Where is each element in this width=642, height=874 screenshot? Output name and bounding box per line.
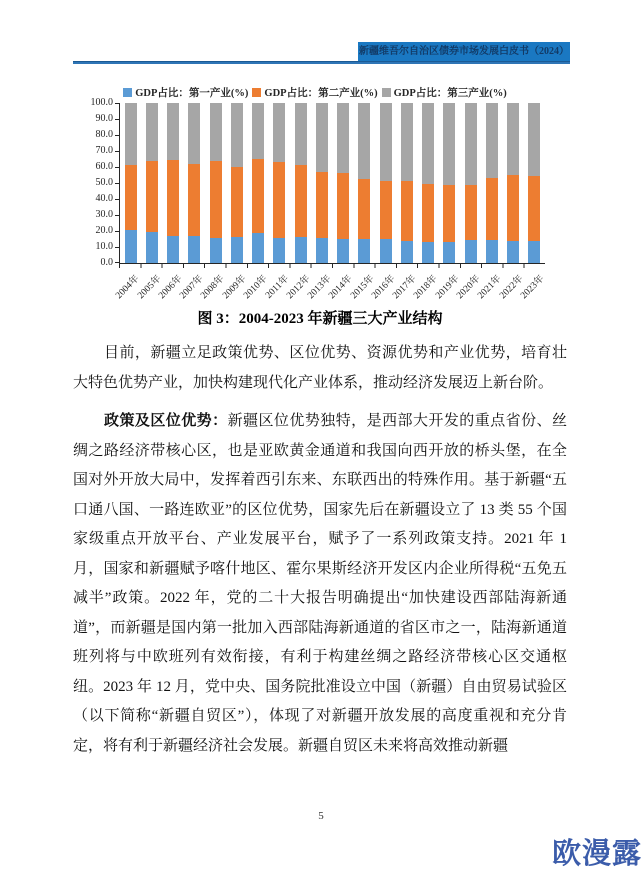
bar-2023年 <box>524 103 545 263</box>
bar-segment <box>167 160 179 236</box>
bar-segment <box>188 236 200 263</box>
chart-plot-area <box>90 97 545 268</box>
bar-segment <box>401 103 413 181</box>
bar-stack <box>188 103 200 263</box>
bar-segment <box>167 236 179 263</box>
bar-segment <box>316 238 328 263</box>
bar-segment <box>231 167 243 237</box>
x-axis-label-text: 2019年 <box>433 273 462 302</box>
x-axis-label-text: 2023年 <box>519 273 547 302</box>
bar-segment <box>401 181 413 241</box>
bar-segment <box>146 232 158 263</box>
x-axis-label-text: 2014年 <box>327 273 355 302</box>
x-axis-label-text: 2018年 <box>412 273 440 302</box>
bar-stack <box>401 103 413 263</box>
bar-stack <box>231 103 243 263</box>
y-axis-label: 50.0 <box>95 177 113 188</box>
chart-legend <box>85 84 545 100</box>
bar-segment <box>422 242 434 263</box>
bar-2009年 <box>226 103 247 263</box>
bar-2013年 <box>311 103 332 263</box>
paragraph-intro: 目前，新疆立足政策优势、区位优势、资源优势和产业优势，培育壮大特色优势产业，加快构建现代化产业体系，推动经济发展迈上新台阶。 <box>73 345 567 391</box>
bar-segment <box>443 242 455 263</box>
y-axis-tick <box>115 167 120 168</box>
bar-segment <box>358 103 370 179</box>
bar-2018年 <box>418 103 439 263</box>
bar-segment <box>125 103 137 165</box>
bar-stack <box>443 103 455 263</box>
bar-stack <box>125 103 137 263</box>
bar-segment <box>486 240 498 263</box>
bar-segment <box>358 179 370 239</box>
bar-2022年 <box>503 103 524 263</box>
legend-label: GDP占比：第一产业(%) <box>135 87 249 99</box>
bar-segment <box>528 241 540 263</box>
header-banner-title: 新疆维吾尔自治区债券市场发展白皮书（2024） <box>358 42 570 62</box>
bar-stack <box>358 103 370 263</box>
bar-segment <box>252 159 264 233</box>
bar-2010年 <box>248 103 269 263</box>
y-axis-tick <box>115 231 120 232</box>
bar-stack <box>337 103 349 263</box>
x-axis-label-text: 2009年 <box>220 273 249 302</box>
x-axis-label-text: 2020年 <box>455 273 483 302</box>
bar-segment <box>188 103 200 164</box>
watermark: 欧漫露 <box>551 838 642 870</box>
x-axis-label-text: 2008年 <box>199 273 227 302</box>
bar-segment <box>358 239 370 263</box>
bar-2008年 <box>205 103 226 263</box>
bar-segment <box>273 103 285 162</box>
bar-segment <box>295 237 307 263</box>
bar-segment <box>252 103 264 159</box>
bar-segment <box>316 172 328 238</box>
bar-segment <box>188 164 200 236</box>
bar-stack <box>273 103 285 263</box>
bar-segment <box>273 162 285 238</box>
bar-2014年 <box>333 103 354 263</box>
bar-stack <box>486 103 498 263</box>
y-axis-label: 70.0 <box>95 145 113 156</box>
bar-segment <box>125 165 137 230</box>
bar-segment <box>380 181 392 239</box>
bar-segment <box>422 184 434 242</box>
bar-stack <box>295 103 307 263</box>
x-axis-label-text: 2012年 <box>284 273 313 302</box>
page-number: 5 <box>318 810 324 822</box>
bar-stack <box>465 103 477 263</box>
y-axis-label: 20.0 <box>95 225 113 236</box>
x-axis-label-text: 2010年 <box>242 273 270 302</box>
bar-segment <box>486 103 498 178</box>
bar-segment <box>528 176 540 241</box>
bar-2007年 <box>184 103 205 263</box>
bar-stack <box>210 103 222 263</box>
bar-segment <box>380 239 392 263</box>
y-axis-tick <box>115 183 120 184</box>
y-axis-label: 80.0 <box>95 129 113 140</box>
bar-2005年 <box>141 103 162 263</box>
bar-stack <box>507 103 519 263</box>
bar-segment <box>125 230 137 263</box>
y-axis-tick <box>115 119 120 120</box>
y-axis-tick <box>115 262 120 263</box>
bar-segment <box>443 185 455 242</box>
x-axis-label-text: 2013年 <box>306 273 334 302</box>
y-axis-label: 60.0 <box>95 161 113 172</box>
paragraph-policy-advantage <box>73 407 567 761</box>
bar-segment <box>465 240 477 263</box>
x-axis-label-text: 2017年 <box>391 273 419 302</box>
bar-segment <box>146 103 158 161</box>
y-axis-tick <box>115 247 120 248</box>
y-axis-tick <box>115 151 120 152</box>
bar-segment <box>465 185 477 240</box>
bar-segment <box>337 103 349 173</box>
bar-segment <box>210 238 222 263</box>
x-axis-label-text: 2015年 <box>348 273 376 302</box>
bar-2021年 <box>481 103 502 263</box>
legend-label: GDP占比：第二产业(%) <box>264 87 378 99</box>
bar-segment <box>422 103 434 184</box>
x-axis-label-text: 2004年 <box>114 273 142 302</box>
x-axis-label-text: 2006年 <box>157 273 185 302</box>
x-axis-labels <box>114 268 547 306</box>
bar-segment <box>380 103 392 181</box>
bar-segment <box>316 103 328 172</box>
bar-stack <box>167 103 179 263</box>
industry-structure-chart <box>85 84 545 306</box>
bar-2017年 <box>396 103 417 263</box>
bar-stack <box>380 103 392 263</box>
bar-stack <box>146 103 158 263</box>
bar-stack <box>316 103 328 263</box>
bar-segment <box>210 161 222 238</box>
bar-segment <box>528 103 540 176</box>
x-axis-label-text: 2005年 <box>135 273 163 302</box>
legend-item <box>123 85 248 100</box>
bar-segment <box>252 233 264 263</box>
paragraph-body-text: 新疆区位优势独特，是西部大开发的重点省份、丝绸之路经济带核心区，也是亚欧黄金通道和我国向西开放的桥头堡，在全国对外开放大局中，发挥着西引东来、东联西出的特殊作用。基于新疆“五口通八国、一路连欧亚”的区位优势，国家先后在新疆设立了 13 类 55 个国家级重点开放平台、产业发展平台，赋予了一系列政策支持。2021 年 1 月，国家和新疆赋予喀什地区、霍尔果斯经济开发区内企业所得税“五免五减半”政策。2022 年，党的二十大报告明确提出“加快建设西部陆海新通道”，而新疆是国内第一批加入西部陆海新通道的省区市之一，陆海新通道班列将与中欧班列有效衔接，有利于构建丝绸之路经济带核心区交通枢纽。2023 年 12 月，党中央、国务院批准设立中国（新疆）自由贸易试验区（以下简称“新疆自贸区”），体现了对新疆开放发展的高度重视和充分肯定，将有利于新疆经济社会发展。新疆自贸区未来将高效推动新疆 <box>73 413 567 754</box>
x-axis-label-text: 2016年 <box>370 273 398 302</box>
paragraph-lead-in: 政策及区位优势： <box>104 413 228 429</box>
y-axis-label: 100.0 <box>90 97 113 108</box>
y-axis-tick <box>115 103 120 104</box>
bar-2011年 <box>269 103 290 263</box>
header-rule <box>73 61 570 64</box>
bar-2019年 <box>439 103 460 263</box>
bar-segment <box>167 103 179 160</box>
bar-stack <box>528 103 540 263</box>
bar-2012年 <box>290 103 311 263</box>
bar-segment <box>507 175 519 241</box>
bar-2020年 <box>460 103 481 263</box>
x-axis-label-text: 2011年 <box>263 273 291 301</box>
y-axis-tick <box>115 199 120 200</box>
bar-segment <box>507 103 519 175</box>
y-axis-label: 90.0 <box>95 113 113 124</box>
bar-segment <box>337 173 349 239</box>
x-axis-label-text: 2021年 <box>476 273 504 302</box>
bar-segment <box>295 103 307 165</box>
bar-2004年 <box>120 103 141 263</box>
bar-stack <box>252 103 264 263</box>
legend-item <box>382 85 507 100</box>
y-axis-tick <box>115 135 120 136</box>
legend-label: GDP占比：第三产业(%) <box>393 87 507 99</box>
y-axis-label: 30.0 <box>95 209 113 220</box>
bar-segment <box>146 161 158 231</box>
y-axis-tick <box>115 215 120 216</box>
y-axis-label: 40.0 <box>95 193 113 204</box>
y-axis-label: 0.0 <box>100 257 113 268</box>
legend-swatch-icon <box>252 88 261 97</box>
bar-2006年 <box>163 103 184 263</box>
x-axis-label <box>519 268 547 306</box>
legend-swatch-icon <box>382 88 391 97</box>
bar-segment <box>273 238 285 263</box>
bar-segment <box>401 241 413 263</box>
bar-segment <box>337 239 349 263</box>
x-axis-label-text: 2007年 <box>178 273 206 302</box>
legend-swatch-icon <box>123 88 132 97</box>
bar-segment <box>295 165 307 237</box>
y-axis-label: 10.0 <box>95 241 113 252</box>
bar-2015年 <box>354 103 375 263</box>
legend-item <box>252 85 377 100</box>
bar-segment <box>210 103 222 161</box>
bar-stack <box>422 103 434 263</box>
bar-segment <box>486 178 498 240</box>
bar-segment <box>443 103 455 185</box>
bar-segment <box>507 241 519 263</box>
bar-segment <box>465 103 477 185</box>
bar-segment <box>231 103 243 167</box>
x-axis-label-text: 2022年 <box>497 273 526 302</box>
bar-segment <box>231 237 243 263</box>
bar-2016年 <box>375 103 396 263</box>
figure-caption: 图 3：2004-2023 年新疆三大产业结构 <box>197 311 443 327</box>
